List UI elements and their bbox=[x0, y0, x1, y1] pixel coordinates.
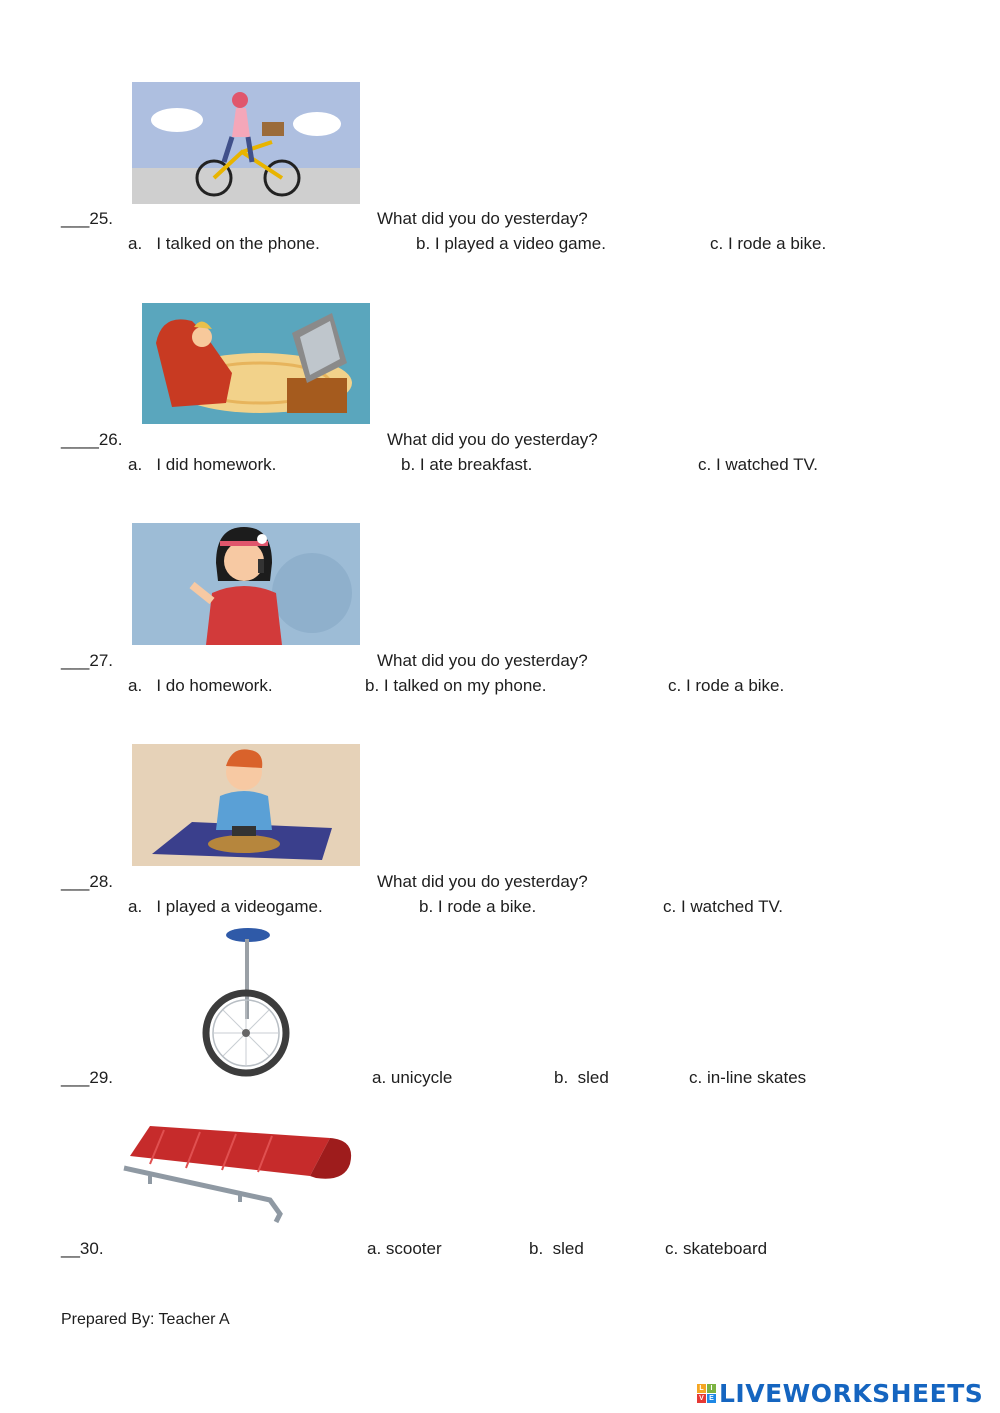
option-a[interactable]: a. scooter bbox=[367, 1239, 442, 1258]
liveworksheets-logo[interactable] bbox=[697, 1378, 983, 1408]
logo-letter: V bbox=[697, 1394, 706, 1403]
option-c[interactable]: c. in-line skates bbox=[689, 1068, 807, 1087]
question-prompt: What did you do yesterday? bbox=[387, 430, 598, 449]
option-a[interactable]: a. unicycle bbox=[372, 1068, 453, 1087]
unicycle-picture bbox=[196, 925, 294, 1079]
question-prompt: What did you do yesterday? bbox=[377, 651, 588, 670]
girl-riding-bike-picture bbox=[132, 82, 360, 204]
logo-letter: I bbox=[707, 1384, 716, 1393]
sled-picture bbox=[120, 1118, 354, 1226]
question-number: __30. bbox=[61, 1239, 104, 1258]
girl-talking-on-phone-picture bbox=[132, 523, 360, 645]
prepared-by-text: Prepared By: Teacher A bbox=[61, 1311, 230, 1328]
brand-name: LIVEWORKSHEETS bbox=[719, 1378, 984, 1408]
girl-watching-tv-picture bbox=[142, 303, 370, 424]
option-c[interactable]: c. skateboard bbox=[665, 1239, 768, 1258]
option-b[interactable]: b. sled bbox=[529, 1239, 584, 1258]
option-c[interactable]: c. I watched TV. bbox=[698, 455, 819, 474]
option-b[interactable]: b. I talked on my phone. bbox=[365, 676, 547, 695]
question-prompt: What did you do yesterday? bbox=[377, 872, 588, 891]
option-c[interactable]: c. I rode a bike. bbox=[668, 676, 785, 695]
question-prompt: What did you do yesterday? bbox=[377, 209, 588, 228]
question-number: ___28. bbox=[61, 872, 113, 891]
option-b[interactable]: b. I played a video game. bbox=[416, 234, 606, 253]
option-b[interactable]: b. I rode a bike. bbox=[419, 897, 537, 916]
option-a[interactable]: a. I do homework. bbox=[128, 676, 273, 695]
boy-playing-video-game-picture bbox=[132, 744, 360, 866]
question-number: ___25. bbox=[61, 209, 113, 228]
option-b[interactable]: b. sled bbox=[554, 1068, 609, 1087]
option-a[interactable]: a. I played a videogame. bbox=[128, 897, 323, 916]
option-c[interactable]: c. I watched TV. bbox=[663, 897, 784, 916]
question-number: ____26. bbox=[61, 430, 123, 449]
option-b[interactable]: b. I ate breakfast. bbox=[401, 455, 533, 474]
option-c[interactable]: c. I rode a bike. bbox=[710, 234, 827, 253]
option-a[interactable]: a. I talked on the phone. bbox=[128, 234, 320, 253]
question-number: ___27. bbox=[61, 651, 113, 670]
logo-letter: L bbox=[697, 1384, 706, 1393]
option-a[interactable]: a. I did homework. bbox=[128, 455, 277, 474]
liveworksheets-logo-icon bbox=[697, 1384, 716, 1403]
question-number: ___29. bbox=[61, 1068, 113, 1087]
logo-letter: E bbox=[707, 1394, 716, 1403]
